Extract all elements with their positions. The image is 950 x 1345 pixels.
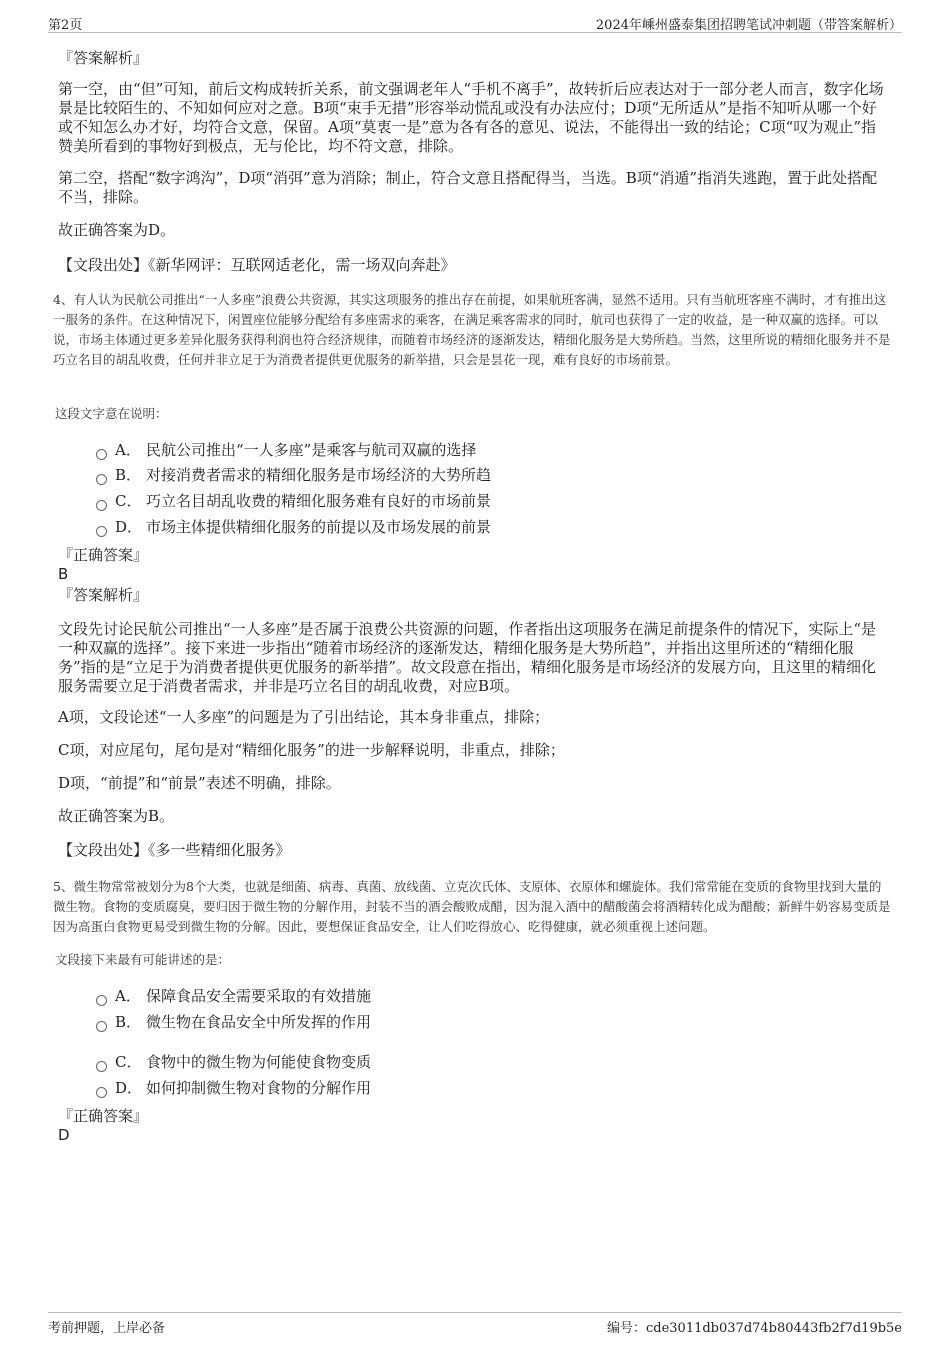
footer-slogan: 考前押题，上岸必备: [48, 1321, 166, 1336]
option-key: D．: [115, 1079, 143, 1097]
option-text: 市场主体提供精细化服务的前提以及市场发展的前景: [146, 518, 492, 536]
document-code: 编号：cde3011db037d74b80443fb2f7d19b5e: [606, 1321, 902, 1336]
option-key: B．: [115, 1013, 142, 1031]
option-text: 民航公司推出“一人多座”是乘客与航司双赢的选择: [146, 441, 477, 459]
option-d[interactable]: [96, 1078, 371, 1098]
correct-answer: D: [58, 1126, 70, 1144]
option-a[interactable]: [96, 440, 476, 460]
document-title: 2024年嵊州盛泰集团招聘笔试冲刺题（带答案解析）: [595, 18, 902, 33]
analysis-label: 『答案解析』: [58, 49, 149, 67]
radio-icon[interactable]: [96, 526, 107, 537]
question-stem: 4、有人认为民航公司推出“一人多座”浪费公共资源，其实这项服务的推出存在前提，如果航班客满，显然不适用。只有当航班客座不满时，才有推出这一服务的条件。在这种情况下，闲置座位能够分配给有多座需求的乘客，在满足乘客需求的同时，航司也获得了一定的收益，是一种双赢的选择。可以说，市场主体通过更多差异化服务获得利润也符合经济规律，而随着市场经济的逐渐发达，精细化服务是大势所趋。当然，这里所说的精细化服务并不是巧立名目的胡乱收费，任何并非立足于为消费者提供更优服务的新举措，只会是昙花一现，难有良好的市场前景。: [53, 292, 891, 367]
correct-answer-label: 『正确答案』: [58, 546, 149, 564]
question-prompt: 这段文字意在说明：: [55, 406, 168, 421]
option-key: B．: [115, 466, 142, 484]
radio-icon[interactable]: [96, 449, 107, 460]
analysis-label: 『答案解析』: [58, 586, 149, 604]
option-text: 保障食品安全需要采取的有效措施: [146, 987, 372, 1005]
option-c[interactable]: [96, 491, 491, 511]
final-answer: 故正确答案为D。: [58, 221, 176, 239]
option-b[interactable]: [96, 465, 491, 485]
option-text: 对接消费者需求的精细化服务是市场经济的大势所趋: [146, 466, 492, 484]
option-a[interactable]: [96, 986, 371, 1006]
final-answer: 故正确答案为B。: [58, 807, 175, 825]
page-footer: [48, 1312, 902, 1335]
radio-icon[interactable]: [96, 1061, 107, 1072]
source-citation: 【文段出处】《多一些精细化服务》: [58, 841, 291, 859]
page-number: 第2页: [48, 18, 83, 33]
correct-answer-label: 『正确答案』: [58, 1107, 149, 1125]
radio-icon[interactable]: [96, 1087, 107, 1098]
analysis-paragraph: 第二空，搭配“数字鸿沟”，D项“消弭”意为消除；制止，符合文意且搭配得当，当选。B项“消遁”指消失逃跑，置于此处搭配不当，排除。: [58, 169, 878, 206]
option-key: A．: [115, 441, 141, 459]
question-stem: 5、微生物常常被划分为8个大类，也就是细菌、病毒、真菌、放线菌、立克次氏体、支原体、衣原体和螺旋体。我们常常能在变质的食物里找到大量的微生物。食物的变质腐臭，要归因于微生物的分解作用，封装不当的酒会酸败成醋，因为混入酒中的醋酸菌会将酒精转化成为醋酸；新鲜牛奶容易变质是因为高蛋白食物更易受到微生物的分解。因此，要想保证食品安全，让人们吃得放心、吃得健康，就必须重视上述问题。: [53, 879, 891, 934]
option-key: C．: [115, 1053, 142, 1071]
correct-answer: B: [58, 565, 69, 583]
radio-icon[interactable]: [96, 995, 107, 1006]
radio-icon[interactable]: [96, 1021, 107, 1032]
option-text: 巧立名目胡乱收费的精细化服务难有良好的市场前景: [146, 492, 492, 510]
analysis-paragraph: 第一空，由“但”可知，前后文构成转折关系，前文强调老年人“手机不离手”，故转折后应表达对于一部分老人而言，数字化场景是比较陌生的、不知如何应对之意。B项“束手无措”形容举动慌乱或没有办法应付；D项“无所适从”是指不知听从哪一个好或不知怎么办才好，均符合文意，保留。A项“莫衷一是”意为各有各的意见、说法，不能得出一致的结论；C项“叹为观止”指赞美所看到的事物好到极点，无与伦比，均不符文意，排除。: [58, 80, 884, 155]
question-prompt: 文段接下来最有可能讲述的是：: [55, 952, 231, 967]
analysis-paragraph: D项，“前提”和“前景”表述不明确，排除。: [58, 774, 341, 792]
option-key: C．: [115, 492, 142, 510]
analysis-paragraph: 文段先讨论民航公司推出“一人多座”是否属于浪费公共资源的问题，作者指出这项服务在满足前提条件的情况下，实际上“是一种双赢的选择”。接下来进一步指出“随着市场经济的逐渐发达，精细化服务是大势所趋”，并指出这里所述的“精细化服务”指的是“立足于为消费者提供更优服务的新举措”。故文段意在指出，精细化服务是市场经济的发展方向，且这里的精细化服务需要立足于消费者需求，并非是巧立名目的胡乱收费，对应B项。: [58, 620, 877, 695]
analysis-paragraph: C项，对应尾句，尾句是对“精细化服务”的进一步解释说明，非重点，排除；: [58, 741, 565, 759]
option-key: A．: [115, 987, 141, 1005]
option-text: 如何抑制微生物对食物的分解作用: [146, 1079, 372, 1097]
option-text: 食物中的微生物为何能使食物变质: [146, 1053, 372, 1071]
option-text: 微生物在食品安全中所发挥的作用: [146, 1013, 372, 1031]
option-d[interactable]: [96, 517, 491, 537]
option-c[interactable]: [96, 1052, 371, 1072]
analysis-paragraph: A项，文段论述“一人多座”的问题是为了引出结论，其本身非重点，排除；: [58, 708, 550, 726]
source-citation: 【文段出处】《新华网评：互联网适老化，需一场双向奔赴》: [58, 256, 456, 274]
option-key: D．: [115, 518, 143, 536]
radio-icon[interactable]: [96, 500, 107, 511]
page-header: [48, 12, 902, 33]
option-b[interactable]: [96, 1012, 371, 1032]
radio-icon[interactable]: [96, 474, 107, 485]
